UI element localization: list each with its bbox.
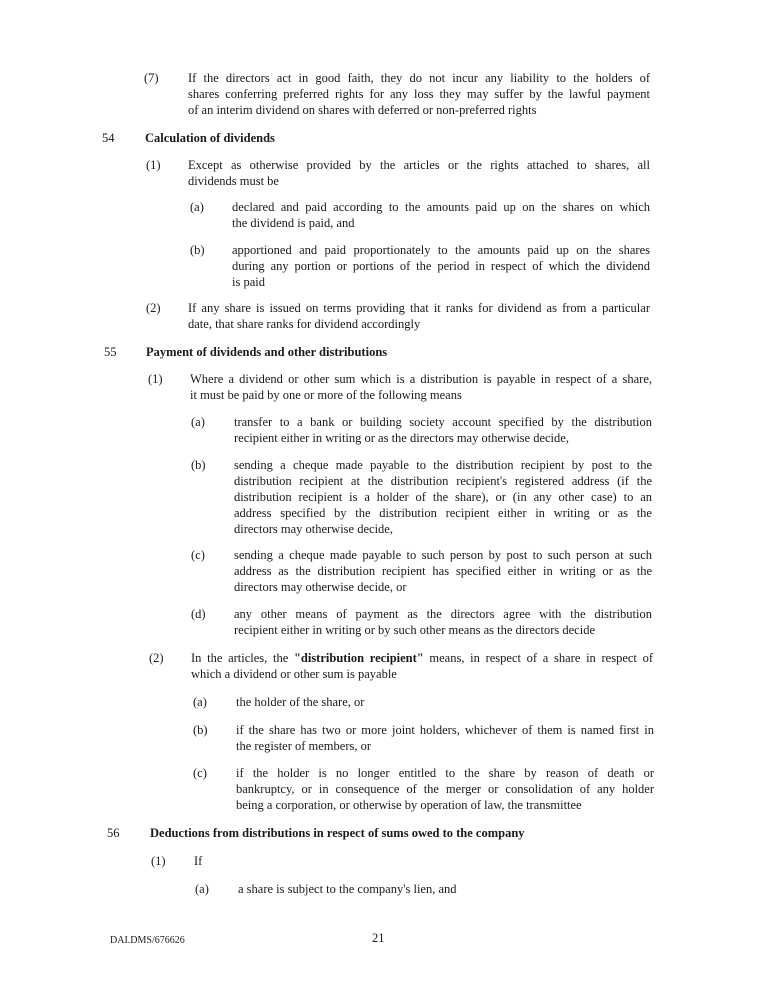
clause-text-line: If any share is issued on terms providing that it ranks for dividend as from a particular — [188, 301, 650, 315]
clause-text-line: any other means of payment as the directors agree with the distribution — [234, 607, 652, 621]
defined-term: "distribution recipient" — [293, 651, 424, 665]
clause-number: (1) — [146, 158, 161, 172]
clause-text-line: distribution recipient is a holder of the share), or (in any other case) to an — [234, 490, 652, 504]
clause-text-line — [191, 650, 653, 666]
subclause-letter: (b) — [190, 243, 205, 257]
clause-text-line: the register of members, or — [236, 739, 372, 753]
clause-number: (7) — [144, 71, 159, 85]
clause-text-line: address as the distribution recipient has specified either in writing or as the — [234, 564, 652, 578]
clause-text-line: shares conferring preferred rights for any loss they may suffer by the lawful payment — [188, 87, 650, 101]
clause-text-line: recipient either in writing or by such other means as the directors decide — [234, 623, 595, 637]
clause-text-line: directors may otherwise decide, — [234, 522, 393, 536]
subclause-letter: (a) — [190, 200, 204, 214]
section-number: 55 — [104, 345, 117, 359]
clause-number: (2) — [146, 301, 161, 315]
clause-number: (2) — [149, 651, 164, 665]
clause-text-line: apportioned and paid proportionately to the amounts paid up on the shares — [232, 243, 650, 257]
section-heading: Calculation of dividends — [145, 131, 275, 145]
clause-text-line: bankruptcy, or in consequence of the merger or consolidation of any holder — [236, 782, 654, 796]
clause-text-line: If the directors act in good faith, they do not incur any liability to the holders of — [188, 71, 650, 85]
clause-text-line: being a corporation, or otherwise by operation of law, the transmittee — [236, 798, 582, 812]
clause-text-line: distribution recipient at the distribution recipient's registered address (if the — [234, 474, 652, 488]
clause-text-line: if the share has two or more joint holders, whichever of them is named first in — [236, 723, 654, 737]
page-number: 21 — [372, 931, 385, 945]
clause-text-line: a share is subject to the company's lien, and — [238, 882, 457, 896]
subclause-letter: (a) — [191, 415, 205, 429]
text-run: means, in respect of a share in respect of — [423, 651, 653, 665]
clause-text-line: if the holder is no longer entitled to the share by reason of death or — [236, 766, 654, 780]
clause-text-line: the holder of the share, or — [236, 695, 365, 709]
clause-text-line: is paid — [232, 275, 265, 289]
text-run: In the articles, the — [191, 651, 294, 665]
clause-text-line: address specified by the distribution recipient either in writing or as the — [234, 506, 652, 520]
section-heading: Deductions from distributions in respect of sums owed to the company — [150, 826, 525, 840]
clause-text-line: Except as otherwise provided by the articles or the rights attached to shares, all — [188, 158, 650, 172]
subclause-letter: (b) — [193, 723, 208, 737]
clause-text-line: Where a dividend or other sum which is a distribution is payable in respect of a share, — [190, 372, 652, 386]
section-number: 56 — [107, 826, 120, 840]
document-reference: DAI.DMS/676626 — [110, 935, 185, 946]
clause-text-line: sending a cheque made payable to the distribution recipient by post to the — [234, 458, 652, 472]
subclause-letter: (c) — [191, 548, 205, 562]
clause-text-line: directors may otherwise decide, or — [234, 580, 407, 594]
subclause-letter: (a) — [195, 882, 209, 896]
clause-text-line: transfer to a bank or building society account specified by the distribution — [234, 415, 652, 429]
subclause-letter: (b) — [191, 458, 206, 472]
clause-text-line: sending a cheque made payable to such person by post to such person at such — [234, 548, 652, 562]
clause-text-line: which a dividend or other sum is payable — [191, 667, 397, 681]
clause-text-line: If — [194, 854, 203, 868]
subclause-letter: (c) — [193, 766, 207, 780]
section-number: 54 — [102, 131, 115, 145]
clause-text-line: it must be paid by one or more of the following means — [190, 388, 462, 402]
clause-text-line: date, that share ranks for dividend accordingly — [188, 317, 421, 331]
section-heading: Payment of dividends and other distributions — [146, 345, 388, 359]
clause-text-line: of an interim dividend on shares with deferred or non-preferred rights — [188, 103, 537, 117]
clause-text-line: during any portion or portions of the period in respect of which the dividend — [232, 259, 650, 273]
clause-number: (1) — [151, 854, 166, 868]
clause-number: (1) — [148, 372, 163, 386]
subclause-letter: (a) — [193, 695, 207, 709]
clause-text-line: recipient either in writing or as the directors may otherwise decide, — [234, 431, 569, 445]
clause-text-line: declared and paid according to the amounts paid up on the shares on which — [232, 200, 650, 214]
clause-text-line: the dividend is paid, and — [232, 216, 355, 230]
clause-text-line: dividends must be — [188, 174, 279, 188]
subclause-letter: (d) — [191, 607, 206, 621]
